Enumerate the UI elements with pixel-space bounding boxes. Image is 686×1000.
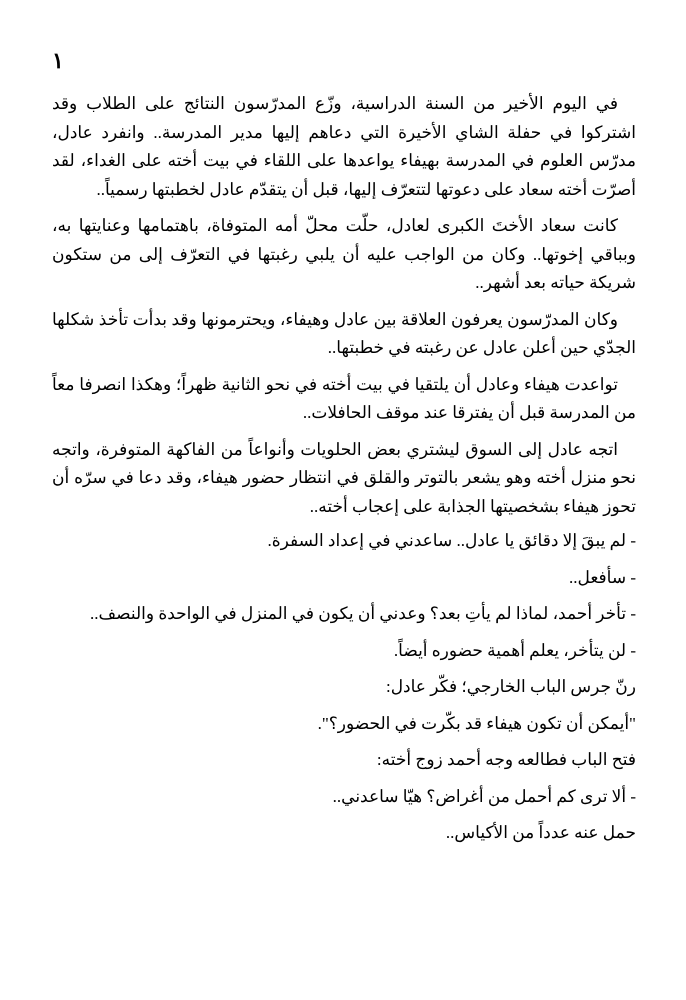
paragraph-2: كانت سعاد الأختَ الكبرى لعادل، حلّت محلّ أمه المتوفاة، باهتمامها وعنايتها به، وبباقي إخوتها.. وكان من الواجب عليه أن يلبي رغبتها في التعرّف إلى من ستكون شريكة حياته بعد أشهر.. — [52, 216, 636, 292]
dialogue-line-4: - لن يتأخر، يعلم أهمية حضوره أيضاً. — [393, 640, 636, 660]
story-text — [52, 90, 636, 856]
paragraph-5: اتجه عادل إلى السوق ليشتري بعض الحلويات وأنواعاً من الفاكهة المتوفرة، واتجه نحو منزل أخته وهو يشعر بالتوتر والقلق في انتظار حضور هيفاء، وقد دعا في سرّه أن تحوز هيفاء بشخصيتها الجذابة على إعجاب أخته.. — [52, 439, 636, 516]
dialogue-line-5: - ألا ترى كم أحمل من أغراض؟ هيّا ساعدني.. — [332, 786, 636, 806]
page-number: ١ — [52, 48, 64, 73]
narration-line-3: حمل عنه عدداً من الأكياس.. — [445, 823, 636, 842]
thought-line: "أيمكن أن تكون هيفاء قد بكّرت في الحضور؟". — [317, 713, 636, 733]
narration-line-1: رنّ جرس الباب الخارجي؛ فكّر عادل: — [385, 677, 636, 696]
paragraph-1: في اليوم الأخير من السنة الدراسية، وزّع المدرّسون النتائج على الطلاب وقد اشتركوا في حفلة الشاي الأخيرة التي دعاهم إليها مدير المدرسة.. وانفرد عادل، مدرّس العلوم في المدرسة بهيفاء يواعدها على اللقاء في بيت أخته على الغداء، لقد أصرّت أخته سعاد على دعوتها لتتعرّف إليها، قبل أن يتقدّم عادل لخطبتها رسمياً.. — [52, 94, 636, 199]
dialogue-line-3: - تأخر أحمد، لماذا لم يأتِ بعد؟ وعدني أن يكون في المنزل في الواحدة والنصف.. — [90, 604, 636, 623]
dialogue-line-1: - لم يبقَ إلا دقائق يا عادل.. ساعدني في إعداد السفرة. — [267, 531, 636, 550]
dialogue-line-2: - سأفعل.. — [568, 567, 636, 587]
paragraph-3: وكان المدرّسون يعرفون العلاقة بين عادل وهيفاء، ويحترمونها وقد بدأت تأخذ شكلها الجدّي حين أعلن عادل عن رغبته في خطبتها.. — [52, 309, 636, 357]
narration-line-2: فتح الباب فطالعه وجه أحمد زوج أخته: — [376, 750, 636, 769]
paragraph-4: تواعدت هيفاء وعادل أن يلتقيا في بيت أخته في نحو الثانية ظهراً؛ وهكذا انصرفا معاً من المدرسة قبل أن يفترقا عند موقف الحافلات.. — [52, 374, 636, 422]
